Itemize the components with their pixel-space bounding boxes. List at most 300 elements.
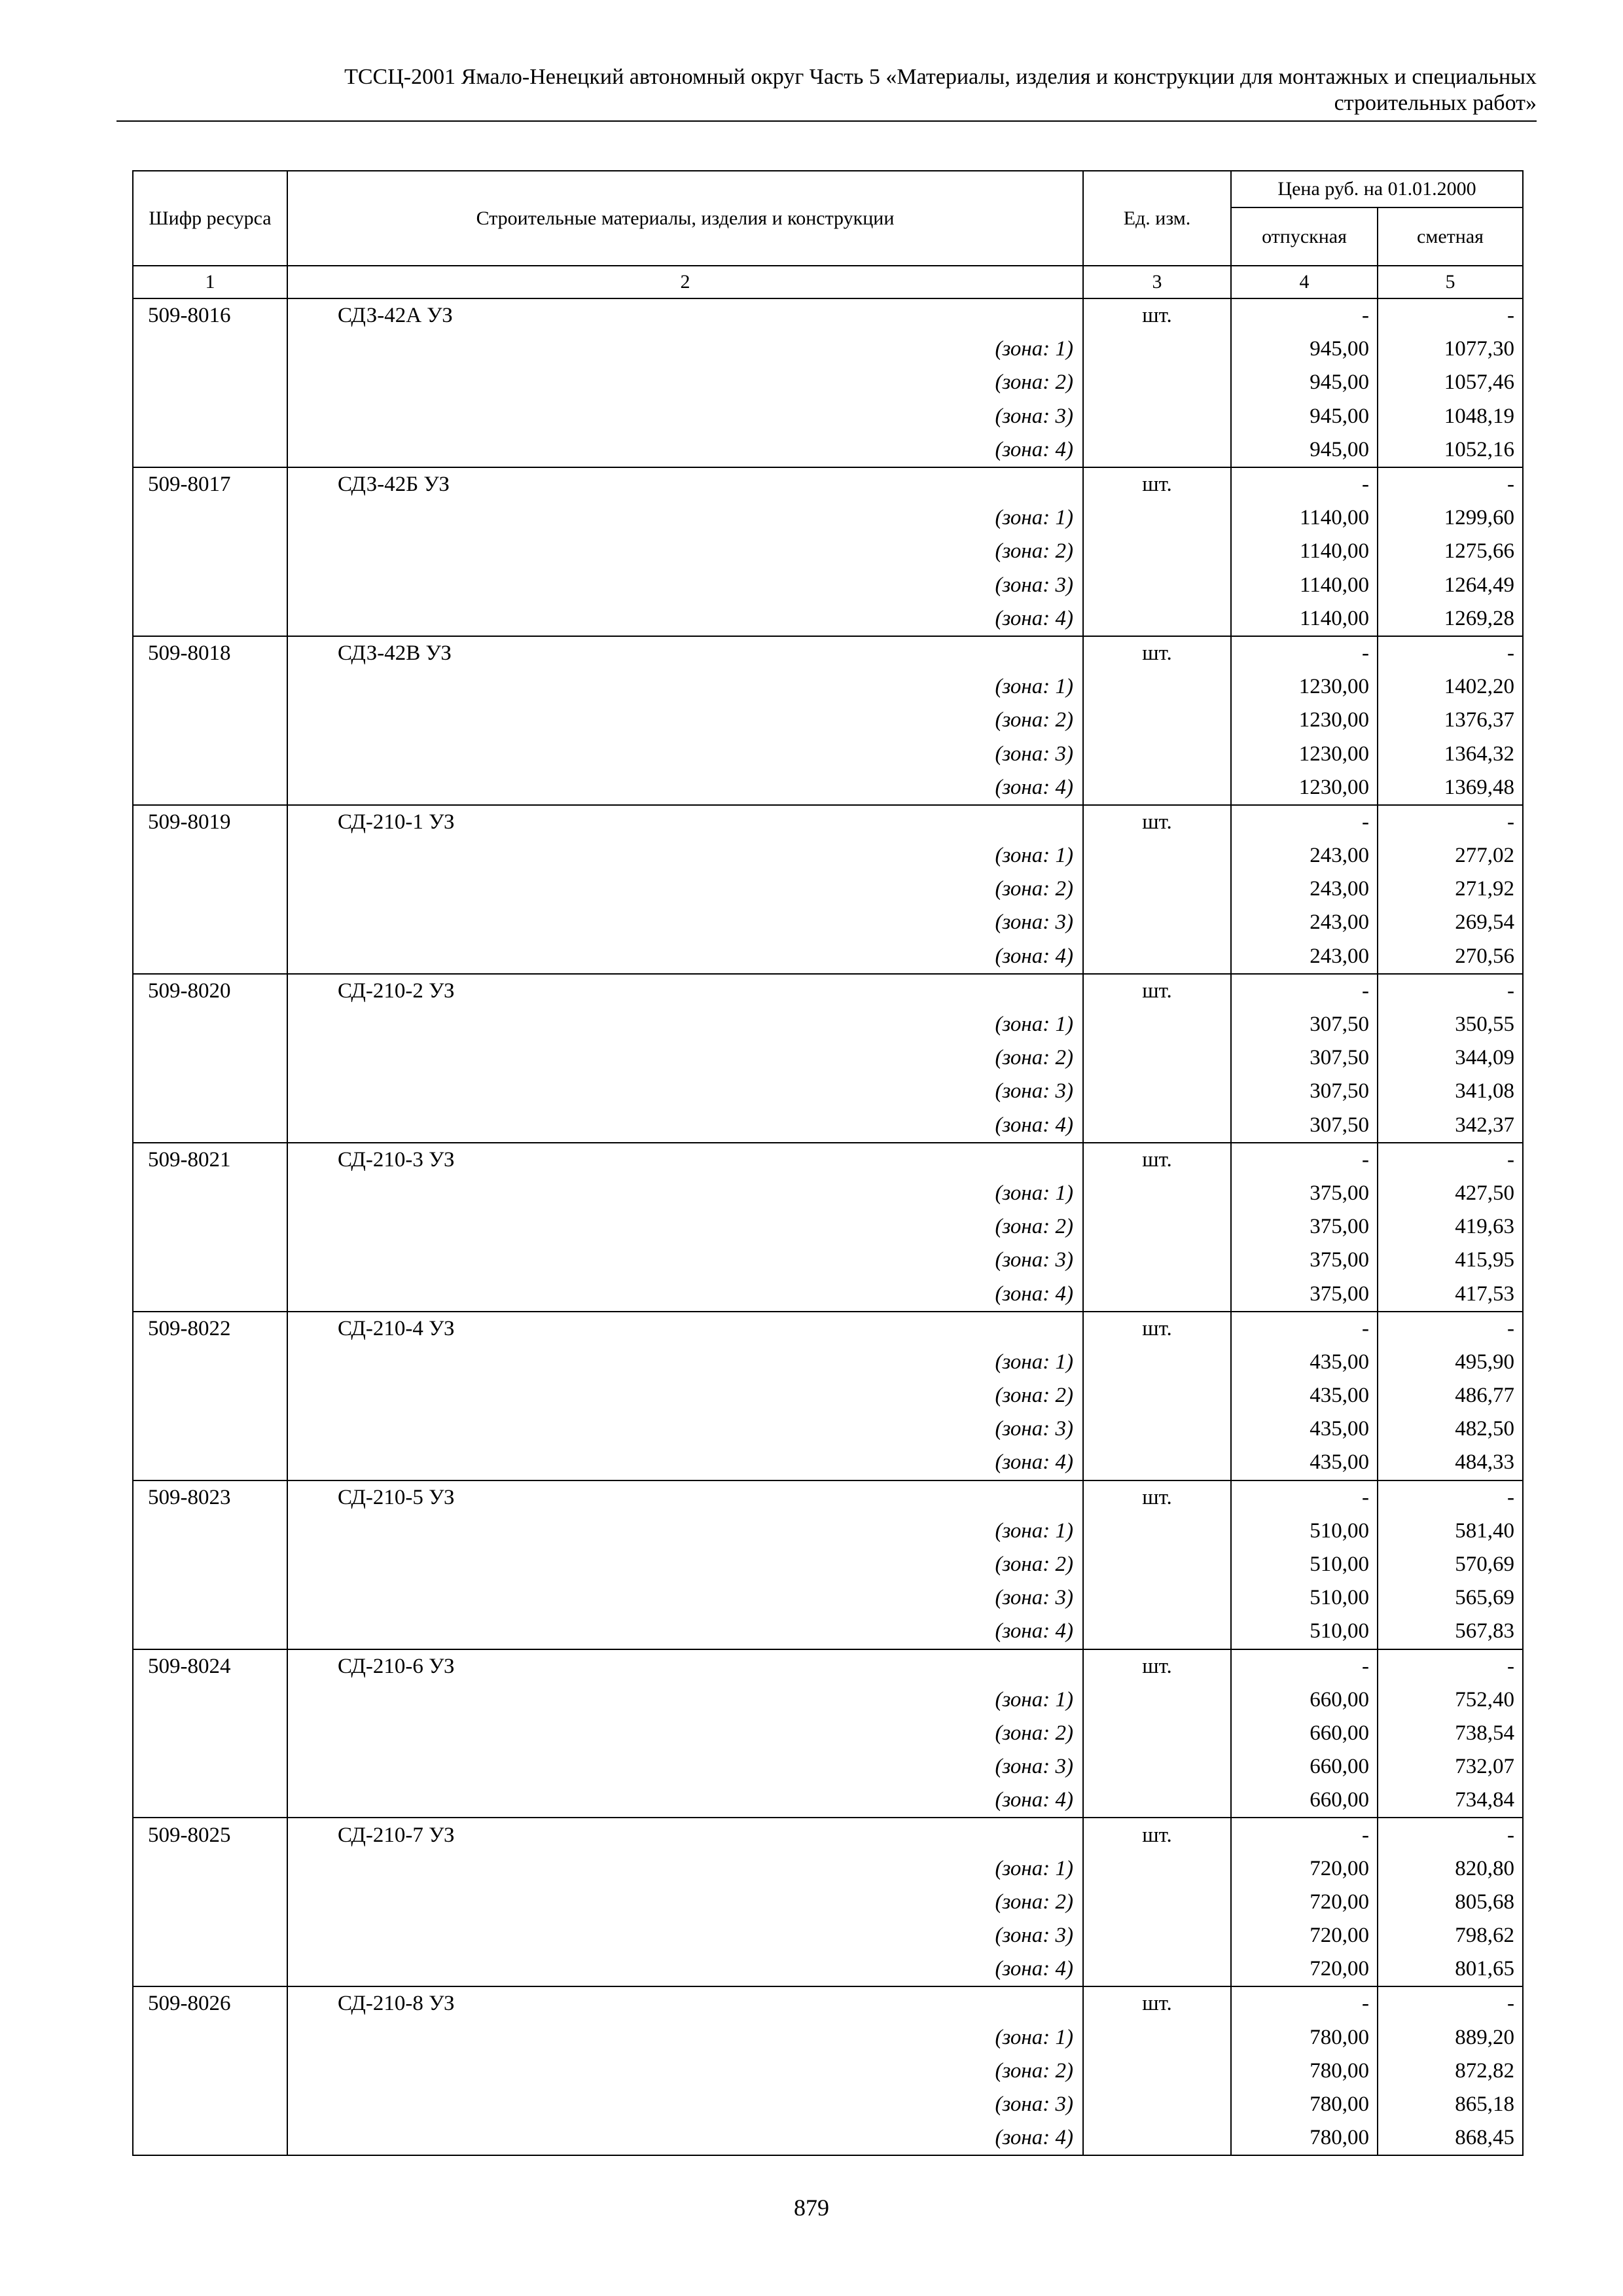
zone-label: (зона: 2) xyxy=(287,1886,1083,1919)
zone-estimate-price: 1057,46 xyxy=(1378,366,1523,399)
zone-estimate-price: 805,68 xyxy=(1378,1886,1523,1919)
release-price: - xyxy=(1231,636,1378,670)
zone-estimate-price: 734,84 xyxy=(1378,1784,1523,1818)
estimate-price: - xyxy=(1378,974,1523,1008)
zone-row xyxy=(133,1177,1523,1210)
zone-release-price: 435,00 xyxy=(1231,1446,1378,1480)
resource-code: 509-8019 xyxy=(133,805,287,839)
material-name: СД-210-1 УЗ xyxy=(287,805,1083,839)
empty-cell xyxy=(1083,1008,1231,1041)
resource-code: 509-8025 xyxy=(133,1818,287,1852)
unit-of-measure: шт. xyxy=(1083,974,1231,1008)
estimate-price: - xyxy=(1378,1312,1523,1346)
estimate-price: - xyxy=(1378,1649,1523,1683)
release-price: - xyxy=(1231,1480,1378,1515)
empty-cell xyxy=(1083,1750,1231,1784)
empty-cell xyxy=(1083,771,1231,805)
material-name: СД-210-5 УЗ xyxy=(287,1480,1083,1515)
zone-row xyxy=(133,1379,1523,1412)
zone-release-price: 660,00 xyxy=(1231,1784,1378,1818)
empty-cell xyxy=(1083,1346,1231,1379)
zone-release-price: 243,00 xyxy=(1231,906,1378,939)
zone-release-price: 435,00 xyxy=(1231,1346,1378,1379)
price-table-body xyxy=(133,298,1523,2155)
empty-cell xyxy=(133,1346,287,1379)
empty-cell xyxy=(1083,1886,1231,1919)
resource-code: 509-8024 xyxy=(133,1649,287,1683)
zone-row xyxy=(133,1346,1523,1379)
empty-cell xyxy=(1083,940,1231,974)
zone-row xyxy=(133,569,1523,602)
empty-cell xyxy=(133,1277,287,1311)
zone-row xyxy=(133,535,1523,568)
zone-label: (зона: 4) xyxy=(287,1615,1083,1649)
zone-estimate-price: 1376,37 xyxy=(1378,704,1523,737)
zone-row xyxy=(133,433,1523,467)
zone-release-price: 720,00 xyxy=(1231,1886,1378,1919)
empty-cell xyxy=(133,1041,287,1075)
empty-cell xyxy=(133,1548,287,1581)
column-number-1: 1 xyxy=(133,266,287,298)
zone-label: (зона: 1) xyxy=(287,1852,1083,1886)
zone-release-price: 510,00 xyxy=(1231,1615,1378,1649)
empty-cell xyxy=(133,1244,287,1277)
header-rule xyxy=(116,120,1537,122)
release-price: - xyxy=(1231,298,1378,332)
unit-of-measure: шт. xyxy=(1083,1480,1231,1515)
estimate-price: - xyxy=(1378,1818,1523,1852)
empty-cell xyxy=(1083,433,1231,467)
zone-label: (зона: 1) xyxy=(287,1346,1083,1379)
empty-cell xyxy=(133,839,287,872)
empty-cell xyxy=(1083,2054,1231,2088)
empty-cell xyxy=(133,1446,287,1480)
empty-cell xyxy=(133,501,287,535)
empty-cell xyxy=(1083,1244,1231,1277)
zone-label: (зона: 1) xyxy=(287,1008,1083,1041)
empty-cell xyxy=(133,704,287,737)
zone-release-price: 1230,00 xyxy=(1231,737,1378,770)
zone-release-price: 307,50 xyxy=(1231,1109,1378,1143)
column-number-2: 2 xyxy=(287,266,1083,298)
table-row xyxy=(133,974,1523,1008)
zone-estimate-price: 732,07 xyxy=(1378,1750,1523,1784)
empty-cell xyxy=(133,1683,287,1717)
empty-cell xyxy=(1083,1784,1231,1818)
zone-estimate-price: 269,54 xyxy=(1378,906,1523,939)
zone-row xyxy=(133,1515,1523,1548)
resource-code: 509-8020 xyxy=(133,974,287,1008)
zone-label: (зона: 3) xyxy=(287,1244,1083,1277)
zone-release-price: 435,00 xyxy=(1231,1412,1378,1446)
empty-cell xyxy=(1083,2021,1231,2054)
zone-estimate-price: 868,45 xyxy=(1378,2121,1523,2155)
zone-release-price: 243,00 xyxy=(1231,940,1378,974)
zone-release-price: 307,50 xyxy=(1231,1075,1378,1108)
zone-estimate-price: 484,33 xyxy=(1378,1446,1523,1480)
empty-cell xyxy=(133,332,287,366)
material-name: СД-210-2 УЗ xyxy=(287,974,1083,1008)
empty-cell xyxy=(1083,602,1231,636)
zone-label: (зона: 2) xyxy=(287,1210,1083,1244)
empty-cell xyxy=(1083,1952,1231,1986)
unit-of-measure: шт. xyxy=(1083,1649,1231,1683)
zone-label: (зона: 4) xyxy=(287,1952,1083,1986)
header-unit: Ед. изм. xyxy=(1083,171,1231,266)
zone-label: (зона: 2) xyxy=(287,2054,1083,2088)
zone-label: (зона: 3) xyxy=(287,737,1083,770)
zone-label: (зона: 1) xyxy=(287,501,1083,535)
material-name: СД-210-3 УЗ xyxy=(287,1143,1083,1177)
zone-row xyxy=(133,737,1523,770)
unit-of-measure: шт. xyxy=(1083,805,1231,839)
empty-cell xyxy=(133,400,287,433)
resource-code: 509-8016 xyxy=(133,298,287,332)
empty-cell xyxy=(133,1852,287,1886)
zone-estimate-price: 865,18 xyxy=(1378,2088,1523,2121)
table-row xyxy=(133,636,1523,670)
zone-row xyxy=(133,1717,1523,1750)
zone-estimate-price: 1299,60 xyxy=(1378,501,1523,535)
unit-of-measure: шт. xyxy=(1083,1143,1231,1177)
estimate-price: - xyxy=(1378,636,1523,670)
zone-estimate-price: 581,40 xyxy=(1378,1515,1523,1548)
zone-estimate-price: 350,55 xyxy=(1378,1008,1523,1041)
empty-cell xyxy=(133,1952,287,1986)
zone-label: (зона: 2) xyxy=(287,1717,1083,1750)
empty-cell xyxy=(1083,1548,1231,1581)
zone-release-price: 945,00 xyxy=(1231,366,1378,399)
zone-label: (зона: 2) xyxy=(287,1548,1083,1581)
zone-estimate-price: 486,77 xyxy=(1378,1379,1523,1412)
table-row xyxy=(133,1480,1523,1515)
zone-release-price: 1230,00 xyxy=(1231,670,1378,704)
empty-cell xyxy=(1083,1075,1231,1108)
empty-cell xyxy=(133,2054,287,2088)
zone-label: (зона: 2) xyxy=(287,1379,1083,1412)
resource-code: 509-8022 xyxy=(133,1312,287,1346)
zone-row xyxy=(133,1952,1523,1986)
empty-cell xyxy=(1083,1277,1231,1311)
zone-label: (зона: 2) xyxy=(287,366,1083,399)
zone-label: (зона: 4) xyxy=(287,1109,1083,1143)
zone-label: (зона: 1) xyxy=(287,1177,1083,1210)
zone-label: (зона: 4) xyxy=(287,1446,1083,1480)
zone-row xyxy=(133,1446,1523,1480)
zone-estimate-price: 738,54 xyxy=(1378,1717,1523,1750)
zone-estimate-price: 801,65 xyxy=(1378,1952,1523,1986)
column-number-4: 4 xyxy=(1231,266,1378,298)
material-name: СД-210-6 УЗ xyxy=(287,1649,1083,1683)
empty-cell xyxy=(133,535,287,568)
zone-estimate-price: 1264,49 xyxy=(1378,569,1523,602)
estimate-price: - xyxy=(1378,298,1523,332)
zone-label: (зона: 3) xyxy=(287,1919,1083,1952)
zone-release-price: 243,00 xyxy=(1231,872,1378,906)
empty-cell xyxy=(133,1581,287,1615)
zone-release-price: 660,00 xyxy=(1231,1717,1378,1750)
empty-cell xyxy=(1083,366,1231,399)
zone-label: (зона: 4) xyxy=(287,1277,1083,1311)
zone-label: (зона: 3) xyxy=(287,569,1083,602)
zone-row xyxy=(133,906,1523,939)
empty-cell xyxy=(133,940,287,974)
zone-release-price: 780,00 xyxy=(1231,2021,1378,2054)
zone-row xyxy=(133,2121,1523,2155)
zone-row xyxy=(133,872,1523,906)
header-estimate-price: сметная xyxy=(1378,207,1523,266)
empty-cell xyxy=(1083,400,1231,433)
zone-release-price: 307,50 xyxy=(1231,1041,1378,1075)
header-code: Шифр ресурса xyxy=(133,171,287,266)
empty-cell xyxy=(133,1717,287,1750)
unit-of-measure: шт. xyxy=(1083,1986,1231,2020)
empty-cell xyxy=(1083,1041,1231,1075)
zone-row xyxy=(133,1075,1523,1108)
empty-cell xyxy=(133,366,287,399)
empty-cell xyxy=(1083,1446,1231,1480)
zone-label: (зона: 4) xyxy=(287,2121,1083,2155)
resource-code: 509-8026 xyxy=(133,1986,287,2020)
zone-row xyxy=(133,501,1523,535)
empty-cell xyxy=(133,1412,287,1446)
unit-of-measure: шт. xyxy=(1083,1312,1231,1346)
zone-release-price: 1140,00 xyxy=(1231,535,1378,568)
empty-cell xyxy=(1083,1210,1231,1244)
zone-estimate-price: 872,82 xyxy=(1378,2054,1523,2088)
zone-row xyxy=(133,1615,1523,1649)
zone-label: (зона: 2) xyxy=(287,704,1083,737)
zone-label: (зона: 2) xyxy=(287,1041,1083,1075)
zone-release-price: 375,00 xyxy=(1231,1244,1378,1277)
zone-estimate-price: 1269,28 xyxy=(1378,602,1523,636)
empty-cell xyxy=(1083,839,1231,872)
unit-of-measure: шт. xyxy=(1083,298,1231,332)
empty-cell xyxy=(1083,1379,1231,1412)
zone-label: (зона: 4) xyxy=(287,940,1083,974)
price-table xyxy=(132,170,1524,2156)
empty-cell xyxy=(1083,1919,1231,1952)
table-row xyxy=(133,805,1523,839)
empty-cell xyxy=(1083,1615,1231,1649)
header-release-price: отпускная xyxy=(1231,207,1378,266)
zone-estimate-price: 1052,16 xyxy=(1378,433,1523,467)
zone-estimate-price: 1275,66 xyxy=(1378,535,1523,568)
empty-cell xyxy=(1083,332,1231,366)
zone-release-price: 375,00 xyxy=(1231,1277,1378,1311)
empty-cell xyxy=(133,1109,287,1143)
empty-cell xyxy=(133,1379,287,1412)
zone-label: (зона: 4) xyxy=(287,602,1083,636)
zone-release-price: 720,00 xyxy=(1231,1852,1378,1886)
empty-cell xyxy=(1083,906,1231,939)
release-price: - xyxy=(1231,467,1378,501)
zone-row xyxy=(133,1886,1523,1919)
estimate-price: - xyxy=(1378,1986,1523,2020)
empty-cell xyxy=(1083,1109,1231,1143)
table-row xyxy=(133,467,1523,501)
zone-label: (зона: 4) xyxy=(287,1784,1083,1818)
empty-cell xyxy=(133,1515,287,1548)
zone-estimate-price: 495,90 xyxy=(1378,1346,1523,1379)
zone-label: (зона: 1) xyxy=(287,332,1083,366)
zone-estimate-price: 1402,20 xyxy=(1378,670,1523,704)
zone-release-price: 435,00 xyxy=(1231,1379,1378,1412)
zone-estimate-price: 889,20 xyxy=(1378,2021,1523,2054)
column-number-5: 5 xyxy=(1378,266,1523,298)
zone-estimate-price: 570,69 xyxy=(1378,1548,1523,1581)
zone-estimate-price: 1369,48 xyxy=(1378,771,1523,805)
zone-release-price: 510,00 xyxy=(1231,1548,1378,1581)
column-number-3: 3 xyxy=(1083,266,1231,298)
zone-estimate-price: 419,63 xyxy=(1378,1210,1523,1244)
zone-row xyxy=(133,1109,1523,1143)
zone-row xyxy=(133,2088,1523,2121)
zone-row xyxy=(133,602,1523,636)
table-row xyxy=(133,298,1523,332)
table-row xyxy=(133,1818,1523,1852)
zone-release-price: 375,00 xyxy=(1231,1177,1378,1210)
empty-cell xyxy=(133,737,287,770)
zone-release-price: 660,00 xyxy=(1231,1683,1378,1717)
header-name: Строительные материалы, изделия и конструкции xyxy=(287,171,1083,266)
empty-cell xyxy=(1083,1717,1231,1750)
empty-cell xyxy=(1083,737,1231,770)
table-row xyxy=(133,1312,1523,1346)
zone-estimate-price: 567,83 xyxy=(1378,1615,1523,1649)
zone-estimate-price: 565,69 xyxy=(1378,1581,1523,1615)
zone-release-price: 307,50 xyxy=(1231,1008,1378,1041)
empty-cell xyxy=(1083,1852,1231,1886)
table-row xyxy=(133,1143,1523,1177)
zone-row xyxy=(133,1750,1523,1784)
empty-cell xyxy=(1083,1581,1231,1615)
material-name: СД-210-4 УЗ xyxy=(287,1312,1083,1346)
material-name: СД-210-8 УЗ xyxy=(287,1986,1083,2020)
zone-label: (зона: 4) xyxy=(287,771,1083,805)
empty-cell xyxy=(1083,2088,1231,2121)
unit-of-measure: шт. xyxy=(1083,467,1231,501)
zone-estimate-price: 427,50 xyxy=(1378,1177,1523,1210)
zone-label: (зона: 3) xyxy=(287,1075,1083,1108)
empty-cell xyxy=(133,2021,287,2054)
zone-row xyxy=(133,1277,1523,1311)
zone-row xyxy=(133,1244,1523,1277)
empty-cell xyxy=(133,2121,287,2155)
empty-cell xyxy=(133,771,287,805)
estimate-price: - xyxy=(1378,1143,1523,1177)
zone-release-price: 720,00 xyxy=(1231,1952,1378,1986)
estimate-price: - xyxy=(1378,467,1523,501)
zone-estimate-price: 344,09 xyxy=(1378,1041,1523,1075)
page-number: 879 xyxy=(794,2195,829,2221)
zone-row xyxy=(133,704,1523,737)
empty-cell xyxy=(1083,1515,1231,1548)
zone-row xyxy=(133,839,1523,872)
zone-row xyxy=(133,2054,1523,2088)
zone-estimate-price: 798,62 xyxy=(1378,1919,1523,1952)
empty-cell xyxy=(133,1177,287,1210)
zone-label: (зона: 1) xyxy=(287,670,1083,704)
empty-cell xyxy=(1083,1177,1231,1210)
zone-estimate-price: 1364,32 xyxy=(1378,737,1523,770)
empty-cell xyxy=(1083,535,1231,568)
zone-release-price: 1230,00 xyxy=(1231,771,1378,805)
table-row xyxy=(133,1986,1523,2020)
zone-release-price: 780,00 xyxy=(1231,2088,1378,2121)
table-row xyxy=(133,1649,1523,1683)
zone-row xyxy=(133,940,1523,974)
zone-row xyxy=(133,1041,1523,1075)
zone-estimate-price: 342,37 xyxy=(1378,1109,1523,1143)
empty-cell xyxy=(1083,1412,1231,1446)
release-price: - xyxy=(1231,1986,1378,2020)
zone-row xyxy=(133,400,1523,433)
empty-cell xyxy=(133,1784,287,1818)
zone-release-price: 243,00 xyxy=(1231,839,1378,872)
empty-cell xyxy=(133,602,287,636)
zone-release-price: 945,00 xyxy=(1231,433,1378,467)
empty-cell xyxy=(133,433,287,467)
unit-of-measure: шт. xyxy=(1083,636,1231,670)
zone-label: (зона: 3) xyxy=(287,400,1083,433)
resource-code: 509-8017 xyxy=(133,467,287,501)
empty-cell xyxy=(133,1886,287,1919)
zone-row xyxy=(133,1412,1523,1446)
zone-release-price: 375,00 xyxy=(1231,1210,1378,1244)
zone-release-price: 945,00 xyxy=(1231,332,1378,366)
zone-row xyxy=(133,1852,1523,1886)
zone-estimate-price: 415,95 xyxy=(1378,1244,1523,1277)
empty-cell xyxy=(1083,704,1231,737)
zone-estimate-price: 270,56 xyxy=(1378,940,1523,974)
zone-row xyxy=(133,1581,1523,1615)
release-price: - xyxy=(1231,1818,1378,1852)
empty-cell xyxy=(133,2088,287,2121)
material-name: СД-210-7 УЗ xyxy=(287,1818,1083,1852)
release-price: - xyxy=(1231,805,1378,839)
empty-cell xyxy=(133,1750,287,1784)
zone-estimate-price: 417,53 xyxy=(1378,1277,1523,1311)
zone-row xyxy=(133,332,1523,366)
zone-estimate-price: 1048,19 xyxy=(1378,400,1523,433)
zone-label: (зона: 3) xyxy=(287,1581,1083,1615)
zone-row xyxy=(133,1683,1523,1717)
empty-cell xyxy=(1083,872,1231,906)
zone-estimate-price: 752,40 xyxy=(1378,1683,1523,1717)
empty-cell xyxy=(133,1008,287,1041)
release-price: - xyxy=(1231,1649,1378,1683)
zone-row xyxy=(133,771,1523,805)
empty-cell xyxy=(133,569,287,602)
zone-label: (зона: 3) xyxy=(287,2088,1083,2121)
empty-cell xyxy=(1083,670,1231,704)
zone-label: (зона: 3) xyxy=(287,906,1083,939)
zone-row xyxy=(133,1784,1523,1818)
zone-label: (зона: 2) xyxy=(287,872,1083,906)
empty-cell xyxy=(133,1210,287,1244)
zone-estimate-price: 271,92 xyxy=(1378,872,1523,906)
zone-release-price: 945,00 xyxy=(1231,400,1378,433)
running-header xyxy=(116,64,1537,117)
zone-label: (зона: 1) xyxy=(287,1683,1083,1717)
zone-release-price: 1140,00 xyxy=(1231,569,1378,602)
empty-cell xyxy=(133,1919,287,1952)
empty-cell xyxy=(133,1075,287,1108)
estimate-price: - xyxy=(1378,805,1523,839)
zone-label: (зона: 4) xyxy=(287,433,1083,467)
zone-release-price: 510,00 xyxy=(1231,1581,1378,1615)
